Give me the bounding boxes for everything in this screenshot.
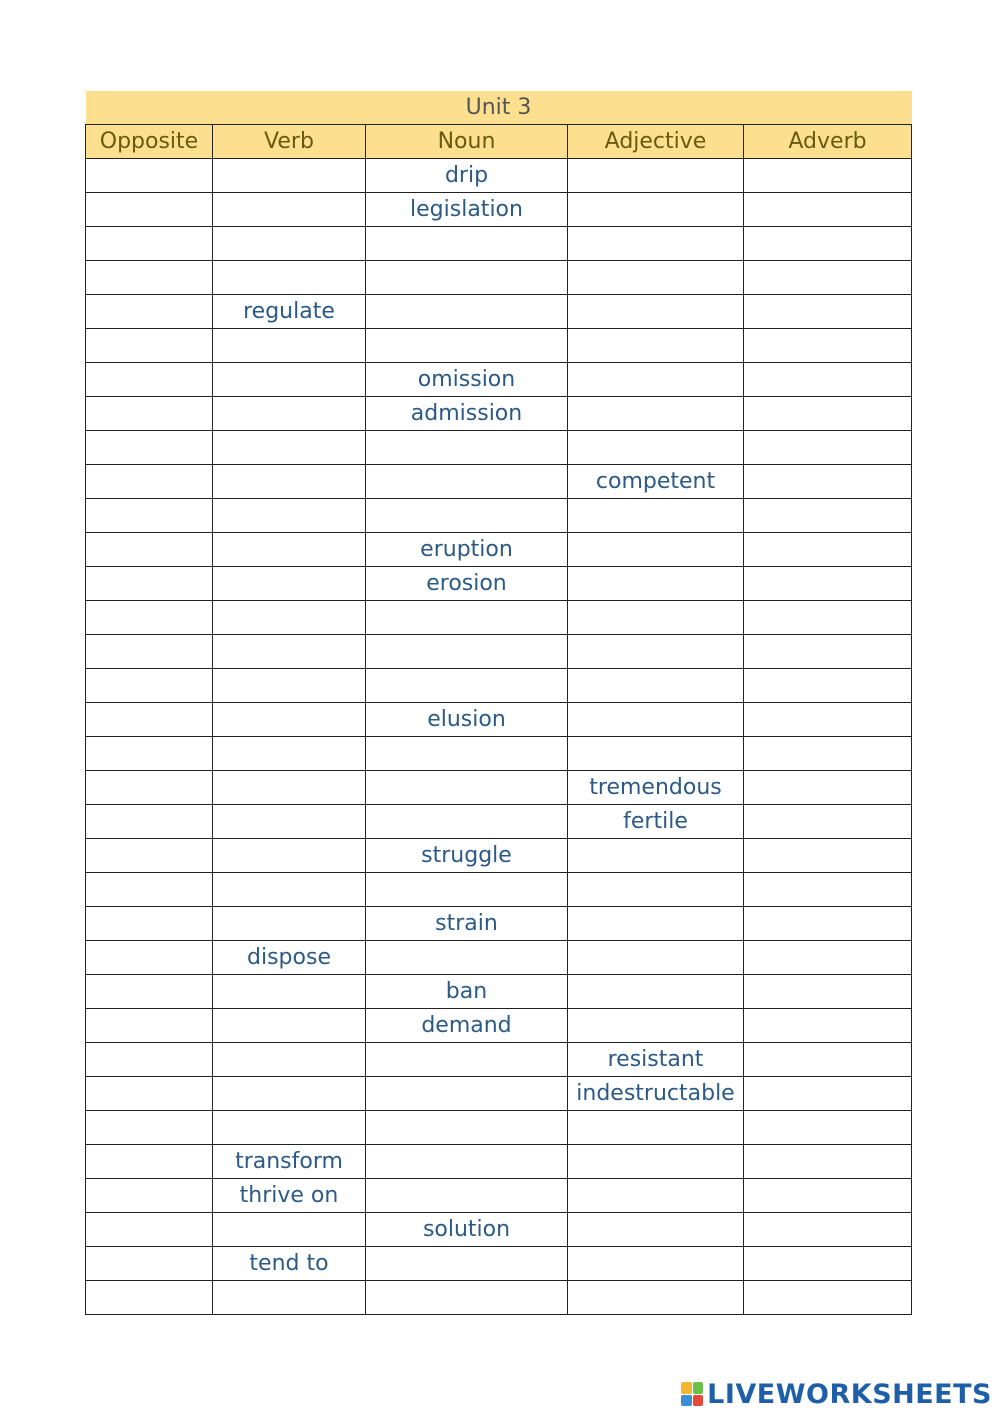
cell-verb[interactable] <box>213 771 366 805</box>
cell-adjective: tremendous <box>568 771 744 805</box>
table-row <box>86 1179 912 1213</box>
liveworksheets-logo-icon <box>681 1382 703 1406</box>
cell-adverb[interactable] <box>744 567 912 601</box>
cell-verb[interactable] <box>213 805 366 839</box>
table-row <box>86 159 912 193</box>
cell-noun: eruption <box>366 533 568 567</box>
table-row <box>86 1043 912 1077</box>
cell-verb[interactable] <box>213 975 366 1009</box>
table-row <box>86 907 912 941</box>
cell-adjective[interactable] <box>568 1111 744 1145</box>
cell-noun[interactable] <box>366 261 568 295</box>
cell-noun[interactable] <box>366 1145 568 1179</box>
table-row <box>86 465 912 499</box>
cell-noun[interactable] <box>366 295 568 329</box>
cell-verb[interactable] <box>213 193 366 227</box>
cell-adjective[interactable] <box>568 499 744 533</box>
cell-opposite[interactable] <box>86 533 213 567</box>
cell-opposite[interactable] <box>86 1179 213 1213</box>
cell-opposite[interactable] <box>86 261 213 295</box>
cell-noun: omission <box>366 363 568 397</box>
cell-opposite[interactable] <box>86 1077 213 1111</box>
cell-opposite[interactable] <box>86 499 213 533</box>
table-row <box>86 1281 912 1315</box>
cell-opposite[interactable] <box>86 737 213 771</box>
cell-adverb[interactable] <box>744 329 912 363</box>
table-row <box>86 533 912 567</box>
table-row <box>86 193 912 227</box>
cell-opposite[interactable] <box>86 1145 213 1179</box>
cell-adjective[interactable] <box>568 703 744 737</box>
table-row <box>86 1145 912 1179</box>
cell-adjective[interactable] <box>568 397 744 431</box>
cell-opposite[interactable] <box>86 159 213 193</box>
cell-noun[interactable] <box>366 431 568 465</box>
cell-adverb[interactable] <box>744 703 912 737</box>
cell-adverb[interactable] <box>744 1077 912 1111</box>
header-noun: Noun <box>366 125 568 159</box>
cell-verb[interactable] <box>213 1009 366 1043</box>
table-row <box>86 261 912 295</box>
cell-noun: admission <box>366 397 568 431</box>
table-row <box>86 839 912 873</box>
table-row <box>86 975 912 1009</box>
cell-verb[interactable] <box>213 635 366 669</box>
cell-opposite[interactable] <box>86 601 213 635</box>
cell-adverb[interactable] <box>744 1179 912 1213</box>
cell-noun: demand <box>366 1009 568 1043</box>
cell-adjective: indestructable <box>568 1077 744 1111</box>
table-row <box>86 703 912 737</box>
cell-verb[interactable] <box>213 431 366 465</box>
cell-adverb[interactable] <box>744 1145 912 1179</box>
cell-verb[interactable] <box>213 159 366 193</box>
cell-opposite[interactable] <box>86 567 213 601</box>
cell-opposite[interactable] <box>86 975 213 1009</box>
cell-verb: tend to <box>213 1247 366 1281</box>
table-row <box>86 1009 912 1043</box>
cell-noun: legislation <box>366 193 568 227</box>
cell-adjective[interactable] <box>568 159 744 193</box>
cell-adverb[interactable] <box>744 1009 912 1043</box>
table-row <box>86 669 912 703</box>
table-row <box>86 635 912 669</box>
cell-verb[interactable] <box>213 261 366 295</box>
cell-adjective[interactable] <box>568 1247 744 1281</box>
cell-adverb[interactable] <box>744 533 912 567</box>
cell-opposite[interactable] <box>86 397 213 431</box>
cell-adjective[interactable] <box>568 635 744 669</box>
table-row <box>86 771 912 805</box>
table-row <box>86 941 912 975</box>
cell-opposite[interactable] <box>86 227 213 261</box>
cell-adjective: resistant <box>568 1043 744 1077</box>
cell-adverb[interactable] <box>744 737 912 771</box>
cell-noun: struggle <box>366 839 568 873</box>
liveworksheets-logo[interactable] <box>681 1378 992 1410</box>
cell-adjective[interactable] <box>568 669 744 703</box>
cell-adjective[interactable] <box>568 227 744 261</box>
cell-adverb[interactable] <box>744 975 912 1009</box>
cell-noun[interactable] <box>366 329 568 363</box>
cell-adjective[interactable] <box>568 261 744 295</box>
cell-opposite[interactable] <box>86 839 213 873</box>
cell-verb[interactable] <box>213 839 366 873</box>
table-row <box>86 805 912 839</box>
table-row <box>86 295 912 329</box>
cell-opposite[interactable] <box>86 1247 213 1281</box>
cell-adverb[interactable] <box>744 1111 912 1145</box>
header-row <box>86 125 912 159</box>
table-row <box>86 499 912 533</box>
table-title: Unit 3 <box>86 91 912 125</box>
cell-adverb[interactable] <box>744 907 912 941</box>
cell-adjective[interactable] <box>568 737 744 771</box>
cell-adjective[interactable] <box>568 601 744 635</box>
header-opposite: Opposite <box>86 125 213 159</box>
cell-opposite[interactable] <box>86 329 213 363</box>
cell-opposite[interactable] <box>86 1281 213 1315</box>
cell-adverb[interactable] <box>744 261 912 295</box>
cell-verb[interactable] <box>213 1043 366 1077</box>
cell-verb[interactable] <box>213 329 366 363</box>
cell-verb[interactable] <box>213 567 366 601</box>
cell-adverb[interactable] <box>744 397 912 431</box>
cell-adjective[interactable] <box>568 873 744 907</box>
cell-adverb[interactable] <box>744 499 912 533</box>
cell-verb[interactable] <box>213 669 366 703</box>
cell-noun[interactable] <box>366 601 568 635</box>
cell-noun[interactable] <box>366 873 568 907</box>
cell-adverb[interactable] <box>744 159 912 193</box>
cell-adjective[interactable] <box>568 533 744 567</box>
cell-opposite[interactable] <box>86 431 213 465</box>
cell-adverb[interactable] <box>744 1281 912 1315</box>
cell-verb[interactable] <box>213 601 366 635</box>
cell-opposite[interactable] <box>86 1213 213 1247</box>
cell-adjective[interactable] <box>568 941 744 975</box>
cell-adjective[interactable] <box>568 329 744 363</box>
cell-noun[interactable] <box>366 771 568 805</box>
cell-noun: ban <box>366 975 568 1009</box>
header-adjective: Adjective <box>568 125 744 159</box>
cell-verb[interactable] <box>213 907 366 941</box>
vocabulary-table <box>85 91 912 1315</box>
cell-noun[interactable] <box>366 805 568 839</box>
cell-adjective: fertile <box>568 805 744 839</box>
cell-adjective[interactable] <box>568 839 744 873</box>
cell-adverb[interactable] <box>744 805 912 839</box>
cell-noun: erosion <box>366 567 568 601</box>
cell-verb: dispose <box>213 941 366 975</box>
cell-noun[interactable] <box>366 499 568 533</box>
table-row <box>86 1247 912 1281</box>
table-row <box>86 567 912 601</box>
cell-adverb[interactable] <box>744 669 912 703</box>
header-adverb: Adverb <box>744 125 912 159</box>
cell-noun[interactable] <box>366 1179 568 1213</box>
cell-opposite[interactable] <box>86 703 213 737</box>
table-row <box>86 737 912 771</box>
cell-adverb[interactable] <box>744 1213 912 1247</box>
cell-adverb[interactable] <box>744 839 912 873</box>
cell-opposite[interactable] <box>86 873 213 907</box>
cell-verb[interactable] <box>213 1077 366 1111</box>
cell-opposite[interactable] <box>86 465 213 499</box>
cell-adverb[interactable] <box>744 771 912 805</box>
cell-verb[interactable] <box>213 227 366 261</box>
cell-adverb[interactable] <box>744 635 912 669</box>
cell-verb[interactable] <box>213 533 366 567</box>
cell-verb[interactable] <box>213 499 366 533</box>
cell-adjective[interactable] <box>568 1213 744 1247</box>
cell-adverb[interactable] <box>744 1043 912 1077</box>
logo-text: LIVEWORKSHEETS <box>707 1378 992 1410</box>
cell-verb: regulate <box>213 295 366 329</box>
cell-adverb[interactable] <box>744 193 912 227</box>
table-row <box>86 1077 912 1111</box>
cell-adjective[interactable] <box>568 1009 744 1043</box>
table-row <box>86 363 912 397</box>
cell-opposite[interactable] <box>86 669 213 703</box>
cell-noun[interactable] <box>366 737 568 771</box>
cell-opposite[interactable] <box>86 805 213 839</box>
cell-adverb[interactable] <box>744 295 912 329</box>
cell-adverb[interactable] <box>744 601 912 635</box>
cell-verb[interactable] <box>213 703 366 737</box>
table-row <box>86 329 912 363</box>
table-row <box>86 601 912 635</box>
header-verb: Verb <box>213 125 366 159</box>
cell-adverb[interactable] <box>744 465 912 499</box>
cell-adverb[interactable] <box>744 1247 912 1281</box>
cell-noun[interactable] <box>366 227 568 261</box>
cell-adjective[interactable] <box>568 363 744 397</box>
cell-adjective[interactable] <box>568 1179 744 1213</box>
cell-verb[interactable] <box>213 1111 366 1145</box>
cell-adverb[interactable] <box>744 363 912 397</box>
cell-verb[interactable] <box>213 737 366 771</box>
cell-verb[interactable] <box>213 1213 366 1247</box>
cell-opposite[interactable] <box>86 363 213 397</box>
cell-adjective[interactable] <box>568 975 744 1009</box>
table-row <box>86 397 912 431</box>
cell-opposite[interactable] <box>86 193 213 227</box>
cell-adjective[interactable] <box>568 907 744 941</box>
cell-noun[interactable] <box>366 669 568 703</box>
cell-opposite[interactable] <box>86 907 213 941</box>
cell-verb[interactable] <box>213 465 366 499</box>
cell-opposite[interactable] <box>86 1111 213 1145</box>
cell-verb[interactable] <box>213 363 366 397</box>
table-row <box>86 227 912 261</box>
cell-opposite[interactable] <box>86 1043 213 1077</box>
table-row <box>86 431 912 465</box>
cell-noun[interactable] <box>366 1043 568 1077</box>
table-row <box>86 1213 912 1247</box>
cell-noun[interactable] <box>366 1111 568 1145</box>
cell-adverb[interactable] <box>744 873 912 907</box>
cell-noun[interactable] <box>366 465 568 499</box>
cell-opposite[interactable] <box>86 1009 213 1043</box>
cell-verb[interactable] <box>213 397 366 431</box>
cell-adjective: competent <box>568 465 744 499</box>
cell-verb: thrive on <box>213 1179 366 1213</box>
cell-adjective[interactable] <box>568 431 744 465</box>
cell-adjective[interactable] <box>568 1145 744 1179</box>
cell-verb[interactable] <box>213 873 366 907</box>
cell-opposite[interactable] <box>86 295 213 329</box>
cell-verb: transform <box>213 1145 366 1179</box>
cell-noun[interactable] <box>366 1281 568 1315</box>
cell-noun[interactable] <box>366 941 568 975</box>
cell-adjective[interactable] <box>568 295 744 329</box>
cell-noun[interactable] <box>366 1077 568 1111</box>
cell-adjective[interactable] <box>568 193 744 227</box>
cell-adverb[interactable] <box>744 941 912 975</box>
cell-noun[interactable] <box>366 1247 568 1281</box>
cell-verb[interactable] <box>213 1281 366 1315</box>
cell-adverb[interactable] <box>744 431 912 465</box>
cell-adjective[interactable] <box>568 1281 744 1315</box>
cell-adverb[interactable] <box>744 227 912 261</box>
cell-noun: elusion <box>366 703 568 737</box>
cell-opposite[interactable] <box>86 941 213 975</box>
cell-noun[interactable] <box>366 635 568 669</box>
table-row <box>86 873 912 907</box>
cell-noun: drip <box>366 159 568 193</box>
table-row <box>86 1111 912 1145</box>
cell-adjective[interactable] <box>568 567 744 601</box>
cell-opposite[interactable] <box>86 635 213 669</box>
cell-noun: solution <box>366 1213 568 1247</box>
cell-opposite[interactable] <box>86 771 213 805</box>
cell-noun: strain <box>366 907 568 941</box>
